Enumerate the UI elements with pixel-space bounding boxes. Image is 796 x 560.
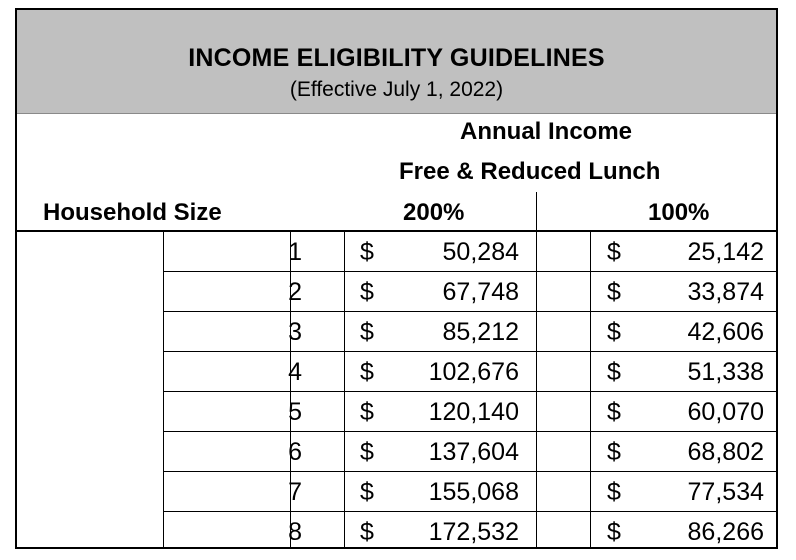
household-size-cell: 1: [288, 238, 302, 266]
table-row: [17, 512, 776, 549]
household-size-cell: 5: [288, 398, 302, 426]
table-row: [17, 232, 776, 272]
header-200-percent: 200%: [403, 199, 465, 226]
currency-symbol: $: [607, 518, 621, 546]
income-200-cell: 137,604: [428, 438, 519, 466]
header-free-reduced-lunch: Free & Reduced Lunch: [399, 158, 661, 185]
currency-symbol: $: [607, 398, 621, 426]
income-100-cell: 51,338: [687, 358, 764, 386]
currency-symbol: $: [360, 358, 374, 386]
income-100-cell: 42,606: [687, 318, 764, 346]
table-row: [17, 432, 776, 472]
header-annual-income: Annual Income: [460, 118, 633, 145]
table-body: [17, 232, 776, 549]
currency-symbol: $: [607, 318, 621, 346]
household-size-cell: 6: [288, 438, 302, 466]
income-200-cell: 102,676: [428, 358, 519, 386]
income-100-cell: 25,142: [687, 238, 764, 266]
currency-symbol: $: [607, 238, 621, 266]
title-band: [17, 10, 776, 114]
household-size-cell: 8: [288, 518, 302, 546]
header-household-size: Household Size: [43, 199, 222, 226]
income-100-cell: 68,802: [687, 438, 764, 466]
currency-symbol: $: [360, 398, 374, 426]
income-100-cell: 77,534: [687, 478, 764, 506]
income-100-cell: 33,874: [687, 278, 764, 306]
table-row: [17, 472, 776, 512]
income-200-cell: 67,748: [442, 278, 519, 306]
table-row: [17, 352, 776, 392]
table-row: [17, 312, 776, 352]
income-200-cell: 155,068: [428, 478, 519, 506]
currency-symbol: $: [360, 438, 374, 466]
income-200-cell: 85,212: [442, 318, 519, 346]
income-200-cell: 120,140: [428, 398, 519, 426]
household-size-cell: 4: [288, 358, 302, 386]
currency-symbol: $: [360, 518, 374, 546]
income-100-cell: 86,266: [687, 518, 764, 546]
table-subtitle: (Effective July 1, 2022): [289, 78, 504, 101]
household-size-cell: 2: [288, 278, 302, 306]
table-row: [17, 272, 776, 312]
currency-symbol: $: [360, 278, 374, 306]
currency-symbol: $: [607, 358, 621, 386]
currency-symbol: $: [607, 438, 621, 466]
household-size-cell: 3: [288, 318, 302, 346]
header-100-percent: 100%: [648, 199, 710, 226]
currency-symbol: $: [360, 478, 374, 506]
currency-symbol: $: [360, 318, 374, 346]
income-200-cell: 172,532: [428, 518, 519, 546]
household-size-cell: 7: [288, 478, 302, 506]
currency-symbol: $: [360, 238, 374, 266]
income-100-cell: 60,070: [687, 398, 764, 426]
income-200-cell: 50,284: [442, 238, 519, 266]
header-divider: [536, 192, 537, 230]
table-row: [17, 392, 776, 432]
table-title: INCOME ELIGIBILITY GUIDELINES: [188, 44, 605, 72]
eligibility-table: [15, 8, 778, 549]
currency-symbol: $: [607, 278, 621, 306]
currency-symbol: $: [607, 478, 621, 506]
